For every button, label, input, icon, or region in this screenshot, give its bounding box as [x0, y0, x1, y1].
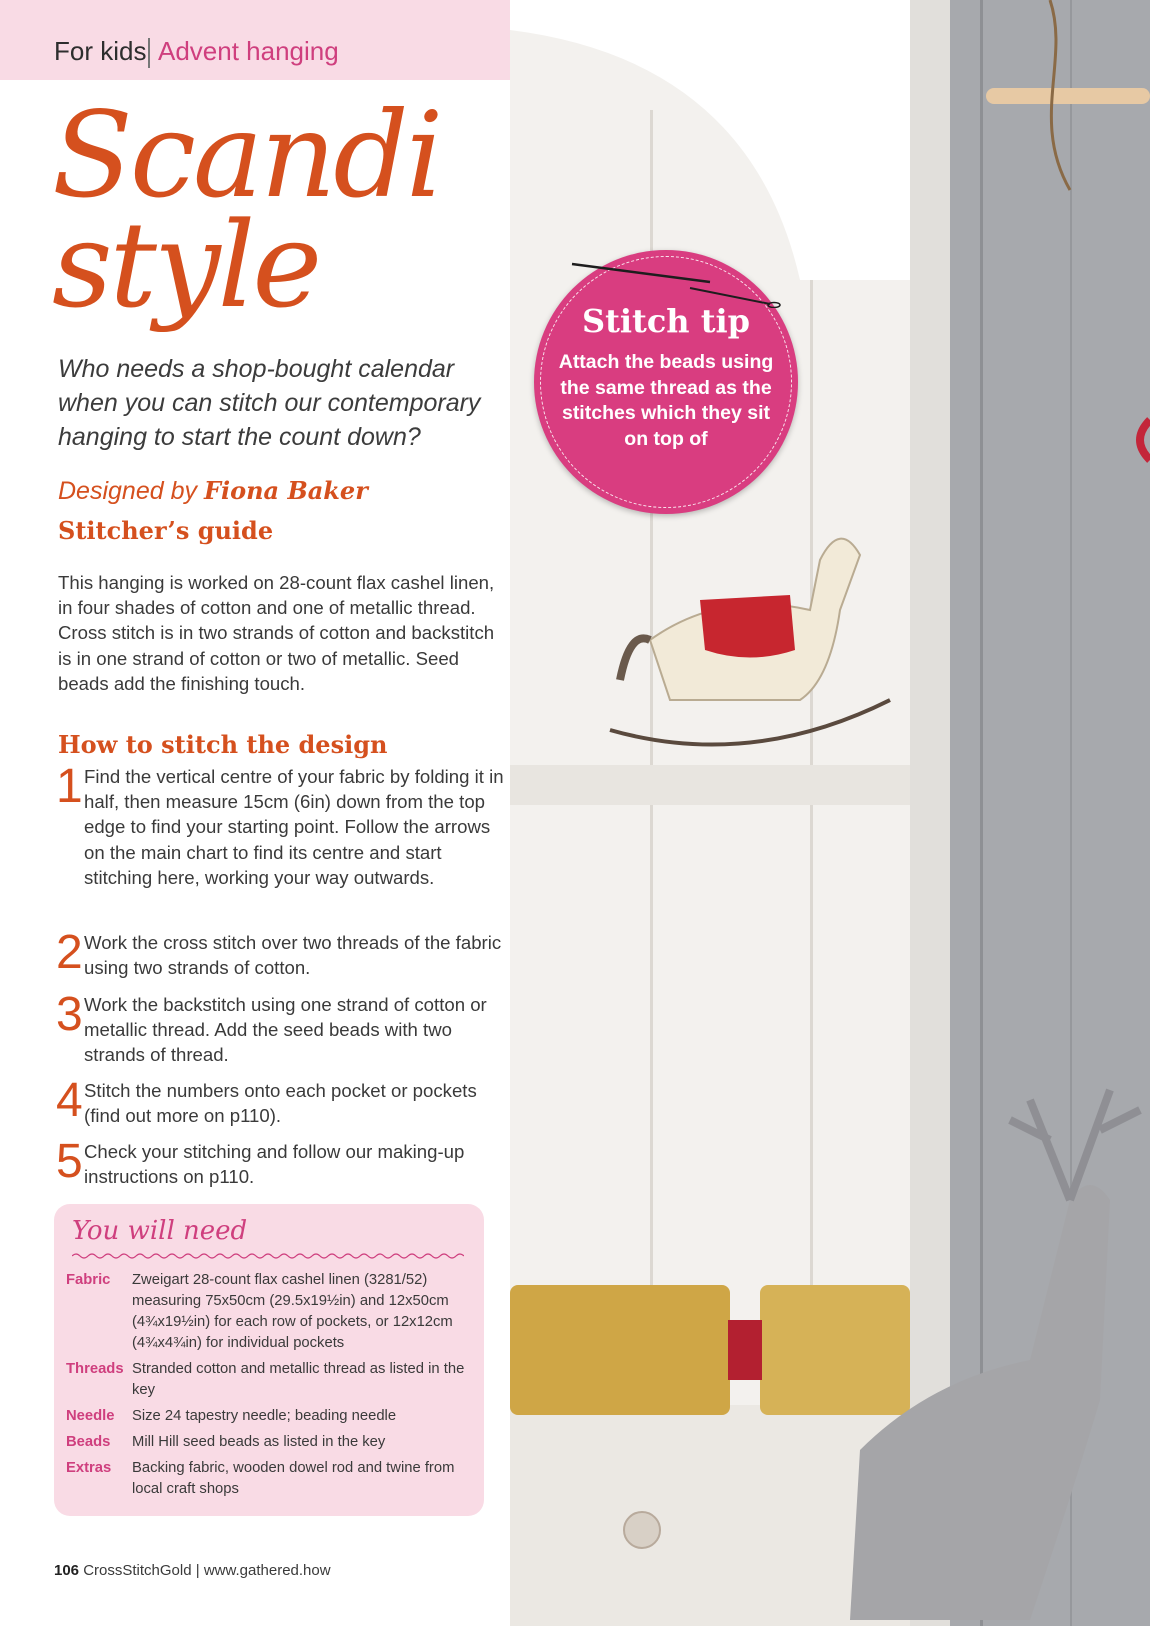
dowel-rod — [986, 88, 1150, 104]
intro-text: Who needs a shop-bought calendar when you can stitch our contemporary hanging to start the count down? — [58, 355, 481, 451]
needs-row — [66, 1458, 476, 1505]
stitch-tip-body: Attach the beads using the same thread as the stitches which they sit on top of — [558, 351, 774, 450]
page-number: 106 — [54, 1562, 80, 1579]
website-link[interactable]: www.gathered.how — [203, 1562, 331, 1579]
header-band — [0, 0, 510, 80]
step-text: Work the backstitch using one strand of cotton or metallic thread. Add the seed beads with two strands of thread. — [84, 994, 487, 1066]
needs-table — [66, 1270, 476, 1505]
step-text: Work the cross stitch over two threads of the fabric using two strands of cotton. — [84, 932, 502, 979]
step-item — [56, 926, 506, 992]
needs-key: Beads — [66, 1434, 111, 1450]
needs-value: Stranded cotton and metallic thread as listed in the key — [132, 1361, 465, 1398]
needs-row — [66, 1406, 476, 1432]
feature-photo — [510, 0, 1150, 1626]
byline-prefix: Designed by — [58, 477, 197, 505]
steps-list — [56, 760, 506, 1195]
step-number: 1 — [56, 760, 83, 813]
needs-row — [66, 1270, 476, 1359]
step-number: 5 — [56, 1135, 83, 1188]
needs-value: Size 24 tapestry needle; beading needle — [132, 1408, 397, 1424]
needs-value: Mill Hill seed beads as listed in the key — [132, 1434, 386, 1450]
christmas-crackers — [510, 1285, 910, 1415]
magazine-name: CrossStitchGold — [83, 1562, 192, 1579]
needs-value: Zweigart 28-count flax cashel linen (3281/52) measuring 75x50cm (29.5x19½in) and 12x50cm (4¾x19½in) for each row of pockets, or 12x12cm (4¾x4¾in) for individual pockets — [132, 1272, 453, 1351]
page-footer — [54, 1562, 331, 1579]
footer-divider: | — [195, 1562, 200, 1579]
needs-row — [66, 1359, 476, 1406]
designer-name: Fiona Baker — [203, 476, 368, 505]
topic-label: Advent hanging — [158, 36, 339, 66]
page-title — [52, 86, 441, 334]
needs-key: Needle — [66, 1408, 115, 1424]
step-number: 4 — [56, 1074, 83, 1127]
step-text: Find the vertical centre of your fabric by folding it in half, then measure 15cm (6in) down from the top edge to find your starting point. Follow the arrows on the main chart to find its centre and start stitching here, working your way outwards. — [84, 766, 504, 888]
byline — [58, 476, 368, 506]
you-will-need-box — [54, 1204, 484, 1516]
step-item — [56, 988, 506, 1078]
stitch-tip-title: Stitch tip — [581, 302, 751, 340]
needs-row — [66, 1432, 476, 1458]
wavy-divider — [72, 1252, 464, 1260]
step-item — [56, 760, 506, 930]
step-number: 2 — [56, 926, 83, 979]
step-item — [56, 1074, 506, 1139]
needs-key: Threads — [66, 1361, 124, 1377]
needs-key: Fabric — [66, 1272, 111, 1288]
title-line-1: Scandi — [52, 86, 441, 224]
needle-icon — [570, 258, 790, 308]
needs-key: Extras — [66, 1460, 112, 1476]
step-text: Stitch the numbers onto each pocket or pockets (find out more on p110). — [84, 1080, 477, 1127]
drawer — [510, 1405, 910, 1626]
shelf — [510, 765, 910, 805]
stitchers-guide-heading: Stitcher’s guide — [58, 516, 274, 545]
you-will-need-heading: You will need — [72, 1216, 248, 1246]
step-item — [56, 1135, 506, 1195]
section-label: For kids — [54, 36, 147, 66]
how-to-heading: How to stitch the design — [58, 730, 388, 759]
step-text: Check your stitching and follow our making-up instructions on p110. — [84, 1141, 465, 1188]
stitchers-guide-text: This hanging is worked on 28-count flax cashel linen, in four shades of cotton and one of metallic thread. Cross stitch is in two strands of cotton and backstitch is in one strand of cotton or two of metallic. Seed beads add the finishing touch. — [58, 572, 495, 694]
needs-value: Backing fabric, wooden dowel rod and twine from local craft shops — [132, 1460, 455, 1497]
title-line-2: style — [52, 196, 320, 334]
header-divider — [148, 38, 150, 68]
step-number: 3 — [56, 988, 83, 1041]
drawer-knob — [624, 1512, 660, 1548]
